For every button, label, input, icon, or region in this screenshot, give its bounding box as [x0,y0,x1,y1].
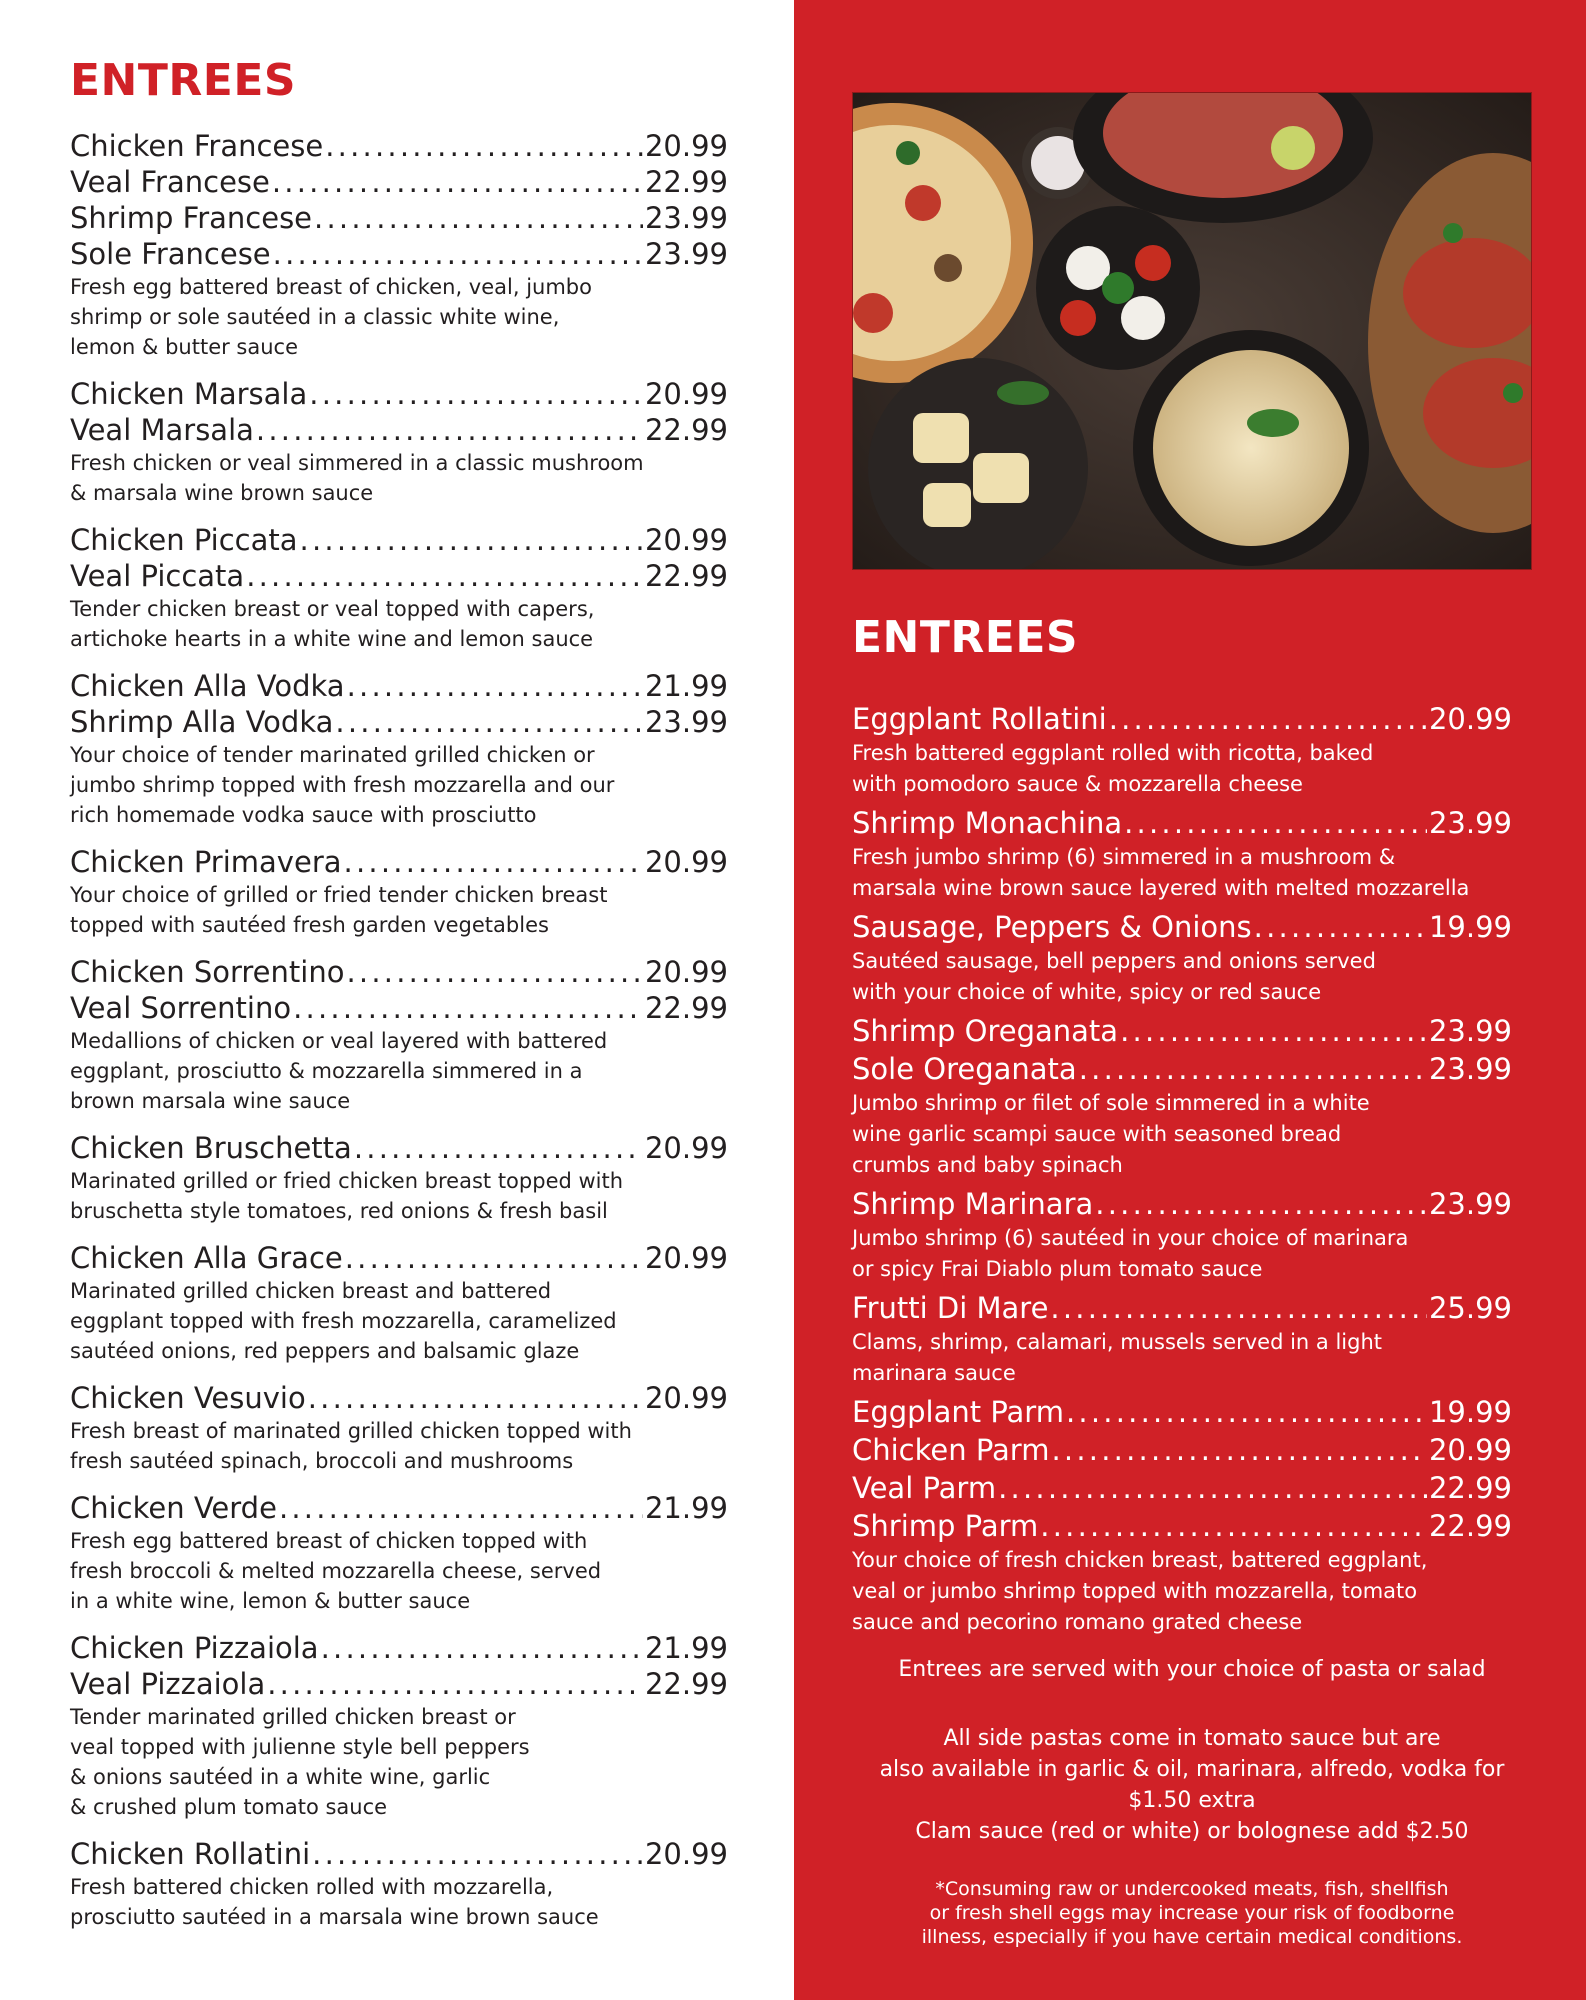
item-name: Chicken Alla Vodka [70,669,345,703]
dot-leader [345,1240,643,1276]
menu-group [852,1185,1512,1285]
item-price: 20.99 [644,129,728,163]
menu-item [852,1185,1512,1223]
dot-leader [273,236,643,272]
menu-item [852,1050,1512,1088]
item-price: 20.99 [1428,702,1512,736]
item-name: Chicken Pizzaiola [70,1631,319,1665]
menu-item [852,804,1512,842]
menu-group [70,1130,728,1226]
item-price: 22.99 [644,559,728,593]
menu-item [70,412,728,448]
item-name: Shrimp Francese [70,201,313,235]
dot-leader [344,844,643,880]
left-menu-list [70,128,728,1946]
item-name: Frutti Di Mare [852,1291,1049,1325]
item-name: Shrimp Marinara [852,1187,1094,1221]
menu-item [70,558,728,594]
item-price: 20.99 [1428,1433,1512,1467]
item-price: 20.99 [644,1837,728,1871]
item-name: Chicken Primavera [70,845,342,879]
item-description: Jumbo shrimp or filet of sole simmered in a white wine garlic scampi sauce with seasoned bread crumbs and baby spinach [852,1091,1370,1177]
menu-item [70,164,728,200]
item-description: Fresh breast of marinated grilled chicken topped with fresh sautéed spinach, broccoli and mushrooms [70,1419,632,1473]
menu-item [70,1380,728,1416]
item-price: 20.99 [644,377,728,411]
item-description: Tender chicken breast or veal topped with capers, artichoke hearts in a white wine and lemon sauce [70,597,595,651]
dot-leader [309,376,643,412]
dot-leader [1040,1507,1427,1545]
item-price: 23.99 [1428,1014,1512,1048]
item-description: Your choice of tender marinated grilled chicken or jumbo shrimp topped with fresh mozzarella and our rich homemade vodka sauce with prosciutto [70,743,615,827]
item-price: 21.99 [644,1631,728,1665]
menu-group [70,844,728,940]
dot-leader [1124,804,1427,842]
dot-leader [325,128,643,164]
menu-item [70,990,728,1026]
dot-leader [1120,1012,1427,1050]
item-name: Shrimp Parm [852,1509,1039,1543]
dot-leader [1050,1289,1427,1327]
dot-leader [1079,1050,1427,1088]
menu-group [852,1012,1512,1181]
item-name: Veal Francese [70,165,270,199]
item-description: Fresh battered eggplant rolled with ricotta, baked with pomodoro sauce & mozzarella cheese [852,741,1374,796]
menu-group [70,1836,728,1932]
item-name: Shrimp Oreganata [852,1014,1119,1048]
menu-group [70,1380,728,1476]
side-pastas-note: All side pastas come in tomato sauce but are also available in garlic & oil, marinara, alfredo, vodka for $1.50 extra Clam sauce (red or white) or bolognese add $2.50 [879,1726,1505,1844]
item-price: 20.99 [644,523,728,557]
menu-group [70,668,728,830]
dot-leader [354,1130,643,1166]
item-name: Chicken Piccata [70,523,298,557]
menu-item [70,1130,728,1166]
item-price: 23.99 [644,705,728,739]
item-description: Fresh egg battered breast of chicken, veal, jumbo shrimp or sole sautéed in a classic white wine, lemon & butter sauce [70,275,592,359]
dot-leader [321,1630,643,1666]
menu-item [70,668,728,704]
item-price: 22.99 [1428,1509,1512,1543]
dot-leader [335,704,643,740]
menu-item [70,1630,728,1666]
item-name: Eggplant Rollatini [852,702,1107,736]
item-name: Chicken Verde [70,1491,277,1525]
dot-leader [300,522,643,558]
menu-item [852,1289,1512,1327]
menu-item [70,954,728,990]
item-name: Chicken Vesuvio [70,1381,306,1415]
item-description: Your choice of grilled or fried tender chicken breast topped with sautéed fresh garden vegetables [70,883,608,937]
item-description: Marinated grilled chicken breast and battered eggplant topped with fresh mozzarella, caramelized sautéed onions, red peppers and balsamic glaze [70,1279,617,1363]
menu-item [852,1469,1512,1507]
item-description: Sautéed sausage, bell peppers and onions served with your choice of white, spicy or red sauce [852,949,1376,1004]
menu-group [852,908,1512,1008]
menu-item [70,844,728,880]
item-name: Veal Sorrentino [70,991,292,1025]
item-price: 19.99 [1428,910,1512,944]
item-price: 20.99 [644,1241,728,1275]
menu-item [852,1431,1512,1469]
item-price: 20.99 [644,1131,728,1165]
menu-item [70,704,728,740]
dot-leader [267,1666,643,1702]
item-price: 19.99 [1428,1395,1512,1429]
item-name: Sole Francese [70,237,271,271]
dot-leader [256,412,643,448]
food-photo-illustration [853,93,1532,570]
item-name: Shrimp Monachina [852,806,1123,840]
item-price: 22.99 [644,413,728,447]
item-description: Fresh egg battered breast of chicken topped with fresh broccoli & melted mozzarella cheese, served in a white wine, lemon & butter sauce [70,1529,602,1613]
item-description: Fresh chicken or veal simmered in a classic mushroom & marsala wine brown sauce [70,451,644,505]
dot-leader [308,1380,643,1416]
menu-item [852,1507,1512,1545]
dot-leader [1254,908,1427,946]
menu-item [70,236,728,272]
item-price: 23.99 [1428,1187,1512,1221]
item-name: Chicken Marsala [70,377,308,411]
item-name: Chicken Parm [852,1433,1050,1467]
menu-group [852,804,1512,904]
menu-group [70,522,728,654]
item-price: 22.99 [644,1667,728,1701]
menu-group [70,1630,728,1822]
dot-leader [312,1836,643,1872]
dot-leader [1051,1431,1427,1469]
dot-leader [1109,700,1427,738]
right-column [794,0,1586,2000]
right-section-heading: ENTREES [852,612,1079,663]
menu-item [70,200,728,236]
menu-item [852,1012,1512,1050]
item-price: 23.99 [644,201,728,235]
dot-leader [347,668,643,704]
dot-leader [346,954,643,990]
item-name: Veal Parm [852,1471,997,1505]
item-description: Your choice of fresh chicken breast, battered eggplant, veal or jumbo shrimp topped with mozzarella, tomato sauce and pecorino romano grated cheese [852,1548,1428,1634]
item-price: 20.99 [644,845,728,879]
item-price: 22.99 [1428,1471,1512,1505]
item-description: Marinated grilled or fried chicken breast topped with bruschetta style tomatoes, red onions & fresh basil [70,1169,624,1223]
item-price: 25.99 [1428,1291,1512,1325]
dot-leader [314,200,643,236]
item-name: Shrimp Alla Vodka [70,705,334,739]
menu-item [70,1666,728,1702]
dot-leader [246,558,643,594]
item-price: 23.99 [644,237,728,271]
menu-item [70,1836,728,1872]
menu-group [70,954,728,1116]
item-name: Chicken Alla Grace [70,1241,343,1275]
item-price: 23.99 [1428,806,1512,840]
item-price: 23.99 [1428,1052,1512,1086]
food-photo [852,92,1532,570]
item-description: Tender marinated grilled chicken breast or veal topped with julienne style bell peppers & onions sautéed in a white wine, garlic & crushed plum tomato sauce [70,1705,530,1819]
served-with-note: Entrees are served with your choice of pasta or salad [898,1657,1486,1682]
item-name: Chicken Francese [70,129,324,163]
item-price: 22.99 [644,165,728,199]
item-name: Veal Marsala [70,413,254,447]
menu-group [852,1289,1512,1389]
dot-leader [998,1469,1427,1507]
item-price: 20.99 [644,1381,728,1415]
menu-item [70,522,728,558]
menu-group [70,376,728,508]
right-menu-list [852,700,1512,1642]
menu-item [70,1490,728,1526]
menu-notes [852,1654,1532,1949]
item-description: Jumbo shrimp (6) sautéed in your choice of marinara or spicy Frai Diablo plum tomato sauce [852,1226,1409,1281]
item-price: 21.99 [644,1491,728,1525]
item-price: 21.99 [644,669,728,703]
menu-item [70,128,728,164]
item-price: 22.99 [644,991,728,1025]
menu-group [70,128,728,362]
dot-leader [279,1490,643,1526]
menu-group [70,1490,728,1616]
left-section-heading: ENTREES [70,55,297,106]
item-name: Veal Piccata [70,559,245,593]
menu-item [852,700,1512,738]
item-name: Chicken Sorrentino [70,955,345,989]
menu-group [70,1240,728,1366]
menu-item [852,908,1512,946]
item-name: Eggplant Parm [852,1395,1064,1429]
menu-item [852,1393,1512,1431]
item-price: 20.99 [644,955,728,989]
dot-leader [1066,1393,1427,1431]
dot-leader [293,990,643,1026]
item-name: Chicken Rollatini [70,1837,311,1871]
item-description: Fresh jumbo shrimp (6) simmered in a mushroom & marsala wine brown sauce layered with melted mozzarella [852,845,1470,900]
menu-item [70,376,728,412]
item-name: Sole Oreganata [852,1052,1077,1086]
menu-group [852,1393,1512,1638]
item-description: Medallions of chicken or veal layered with battered eggplant, prosciutto & mozzarella simmered in a brown marsala wine sauce [70,1029,608,1113]
health-disclaimer: *Consuming raw or undercooked meats, fish, shellfish or fresh shell eggs may increase your risk of foodborne illness, especially if you have certain medical conditions. [921,1878,1463,1948]
item-description: Fresh battered chicken rolled with mozzarella, prosciutto sautéed in a marsala wine brown sauce [70,1875,599,1929]
item-name: Chicken Bruschetta [70,1131,352,1165]
dot-leader [272,164,643,200]
menu-item [70,1240,728,1276]
dot-leader [1095,1185,1427,1223]
item-description: Clams, shrimp, calamari, mussels served in a light marinara sauce [852,1330,1383,1385]
item-name: Sausage, Peppers & Onions [852,910,1252,944]
menu-group [852,700,1512,800]
item-name: Veal Pizzaiola [70,1667,266,1701]
